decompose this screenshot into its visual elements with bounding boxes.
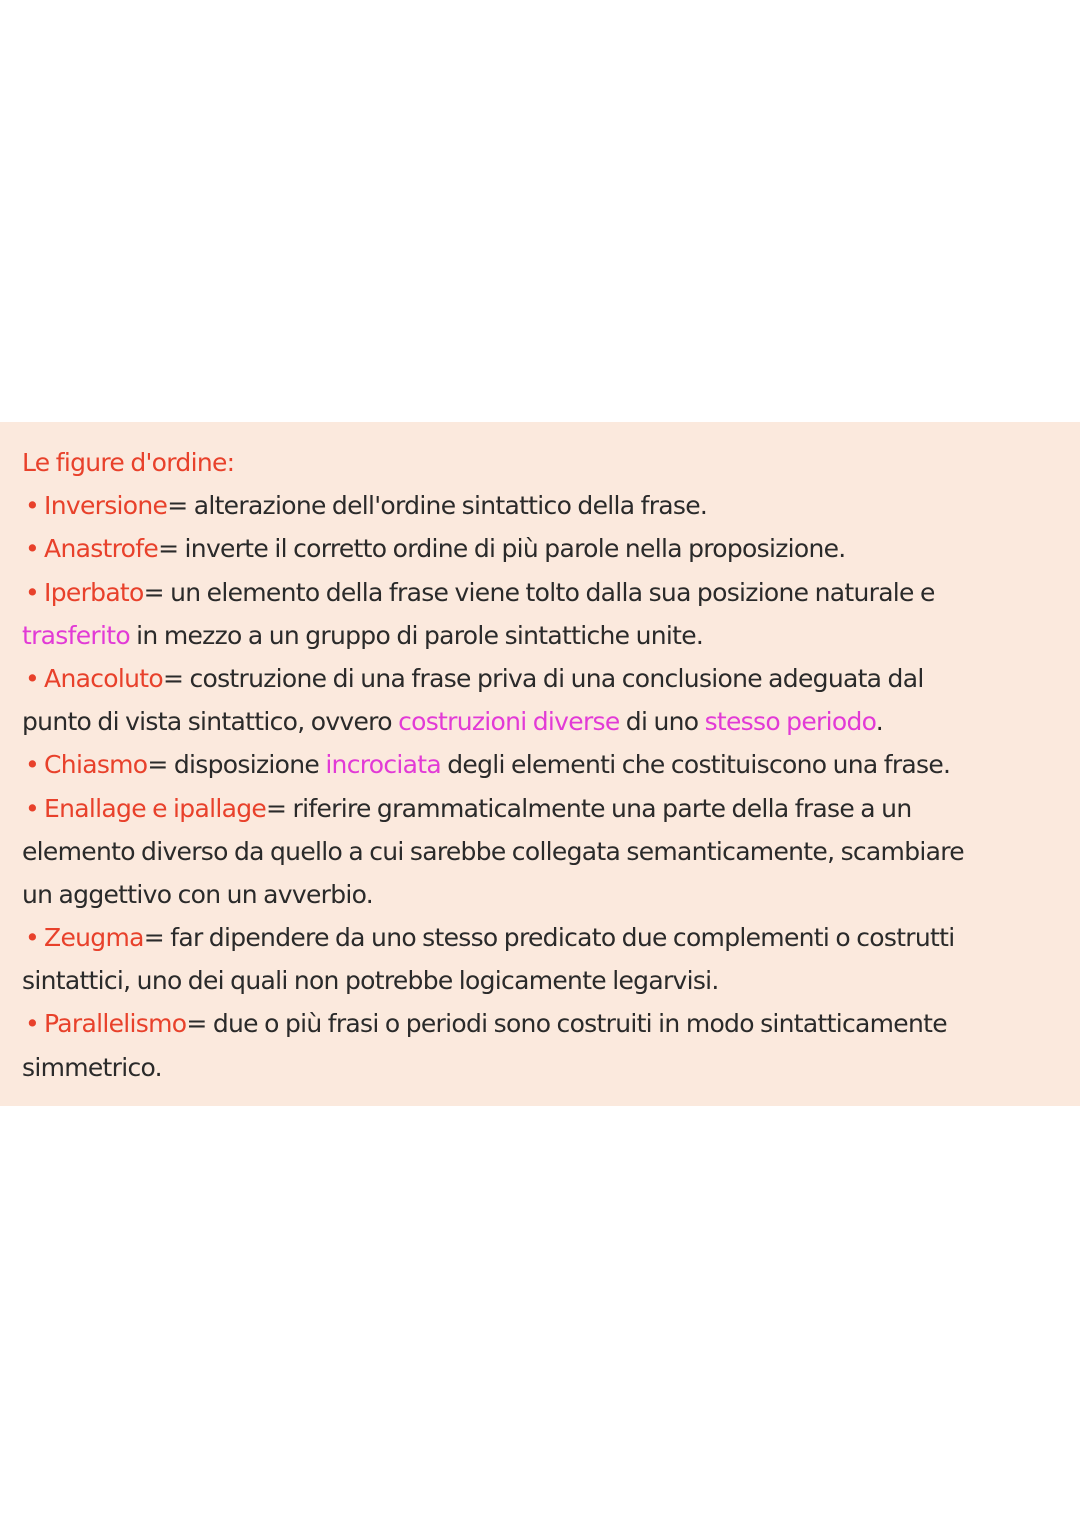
highlight-trasferito: trasferito	[22, 620, 130, 650]
equals-sign: =	[143, 577, 164, 607]
bullet-icon: •	[25, 577, 40, 607]
bullet-icon: •	[25, 793, 40, 823]
definition-text: .	[875, 707, 884, 737]
highlight-stesso-periodo: stesso periodo	[704, 707, 876, 737]
term-chiasmo: Chiasmo	[44, 750, 148, 780]
section-heading: Le figure d'ordine:	[22, 448, 235, 477]
equals-sign: =	[266, 793, 287, 823]
list-item-parallelismo	[22, 1002, 1067, 1045]
list-item-enallage-continued	[22, 830, 1067, 873]
definition-text: elemento diverso da quello a cui sarebbe collegata semanticamente, scambiare	[22, 836, 964, 866]
list-item-inversione	[22, 484, 1067, 527]
term-parallelismo: Parallelismo	[44, 1009, 187, 1039]
bullet-icon: •	[25, 923, 40, 953]
list-item-anacoluto	[22, 657, 1067, 700]
list-item-parallelismo-continued	[22, 1046, 1067, 1089]
list-item-enallage	[22, 787, 1067, 830]
equals-sign: =	[147, 750, 168, 780]
bullet-icon: •	[25, 534, 40, 564]
definition-text: un elemento della frase viene tolto dalla sua posizione naturale e	[163, 577, 935, 607]
bullet-icon: •	[25, 663, 40, 693]
definition-text: punto di vista sintattico, ovvero	[22, 707, 399, 737]
bullet-icon: •	[25, 491, 40, 521]
list-item-anacoluto-continued	[22, 700, 1067, 743]
equals-sign: =	[158, 534, 179, 564]
term-anacoluto: Anacoluto	[44, 663, 163, 693]
term-anastrofe: Anastrofe	[44, 534, 159, 564]
equals-sign: =	[186, 1009, 207, 1039]
definition-text: riferire grammaticalmente una parte della frase a un	[286, 793, 912, 823]
highlight-incrociata: incrociata	[325, 750, 442, 780]
list-item-enallage-continued	[22, 873, 1067, 916]
definition-text: inverte il corretto ordine di più parole nella proposizione.	[178, 534, 846, 564]
highlight-costruzioni-diverse: costruzioni diverse	[398, 707, 620, 737]
equals-sign: =	[167, 491, 188, 521]
definition-text: in mezzo a un gruppo di parole sintattiche unite.	[129, 620, 704, 650]
definition-text: un aggettivo con un avverbio.	[22, 879, 374, 909]
list-item-iperbato-continued	[22, 614, 1067, 657]
list-item-anastrofe	[22, 527, 1067, 570]
definition-text: degli elementi che costituiscono una frase.	[441, 750, 951, 780]
list-item-iperbato	[22, 571, 1067, 614]
term-enallage-ipallage: Enallage e ipallage	[44, 793, 267, 823]
definition-text: alterazione dell'ordine sintattico della frase.	[187, 491, 708, 521]
list-item-zeugma	[22, 916, 1067, 959]
term-zeugma: Zeugma	[44, 923, 144, 953]
term-inversione: Inversione	[44, 491, 168, 521]
definition-text: far dipendere da uno stesso predicato due complementi o costrutti	[164, 923, 955, 953]
list-item-chiasmo	[22, 743, 1067, 786]
definition-text: costruzione di una frase priva di una conclusione adeguata dal	[183, 663, 924, 693]
note-content	[22, 441, 1067, 1089]
list-item-zeugma-continued	[22, 959, 1067, 1002]
definition-text: di uno	[619, 707, 705, 737]
definition-text: due o più frasi o periodi sono costruiti in modo sintatticamente	[206, 1009, 947, 1039]
term-iperbato: Iperbato	[44, 577, 144, 607]
definition-text: sintattici, uno dei quali non potrebbe logicamente legarvisi.	[22, 966, 719, 996]
bullet-icon: •	[25, 750, 40, 780]
equals-sign: =	[162, 663, 184, 693]
equals-sign: =	[143, 923, 164, 953]
bullet-icon: •	[25, 1009, 40, 1039]
definition-text: simmetrico.	[22, 1052, 162, 1082]
definition-text: disposizione	[167, 750, 326, 780]
